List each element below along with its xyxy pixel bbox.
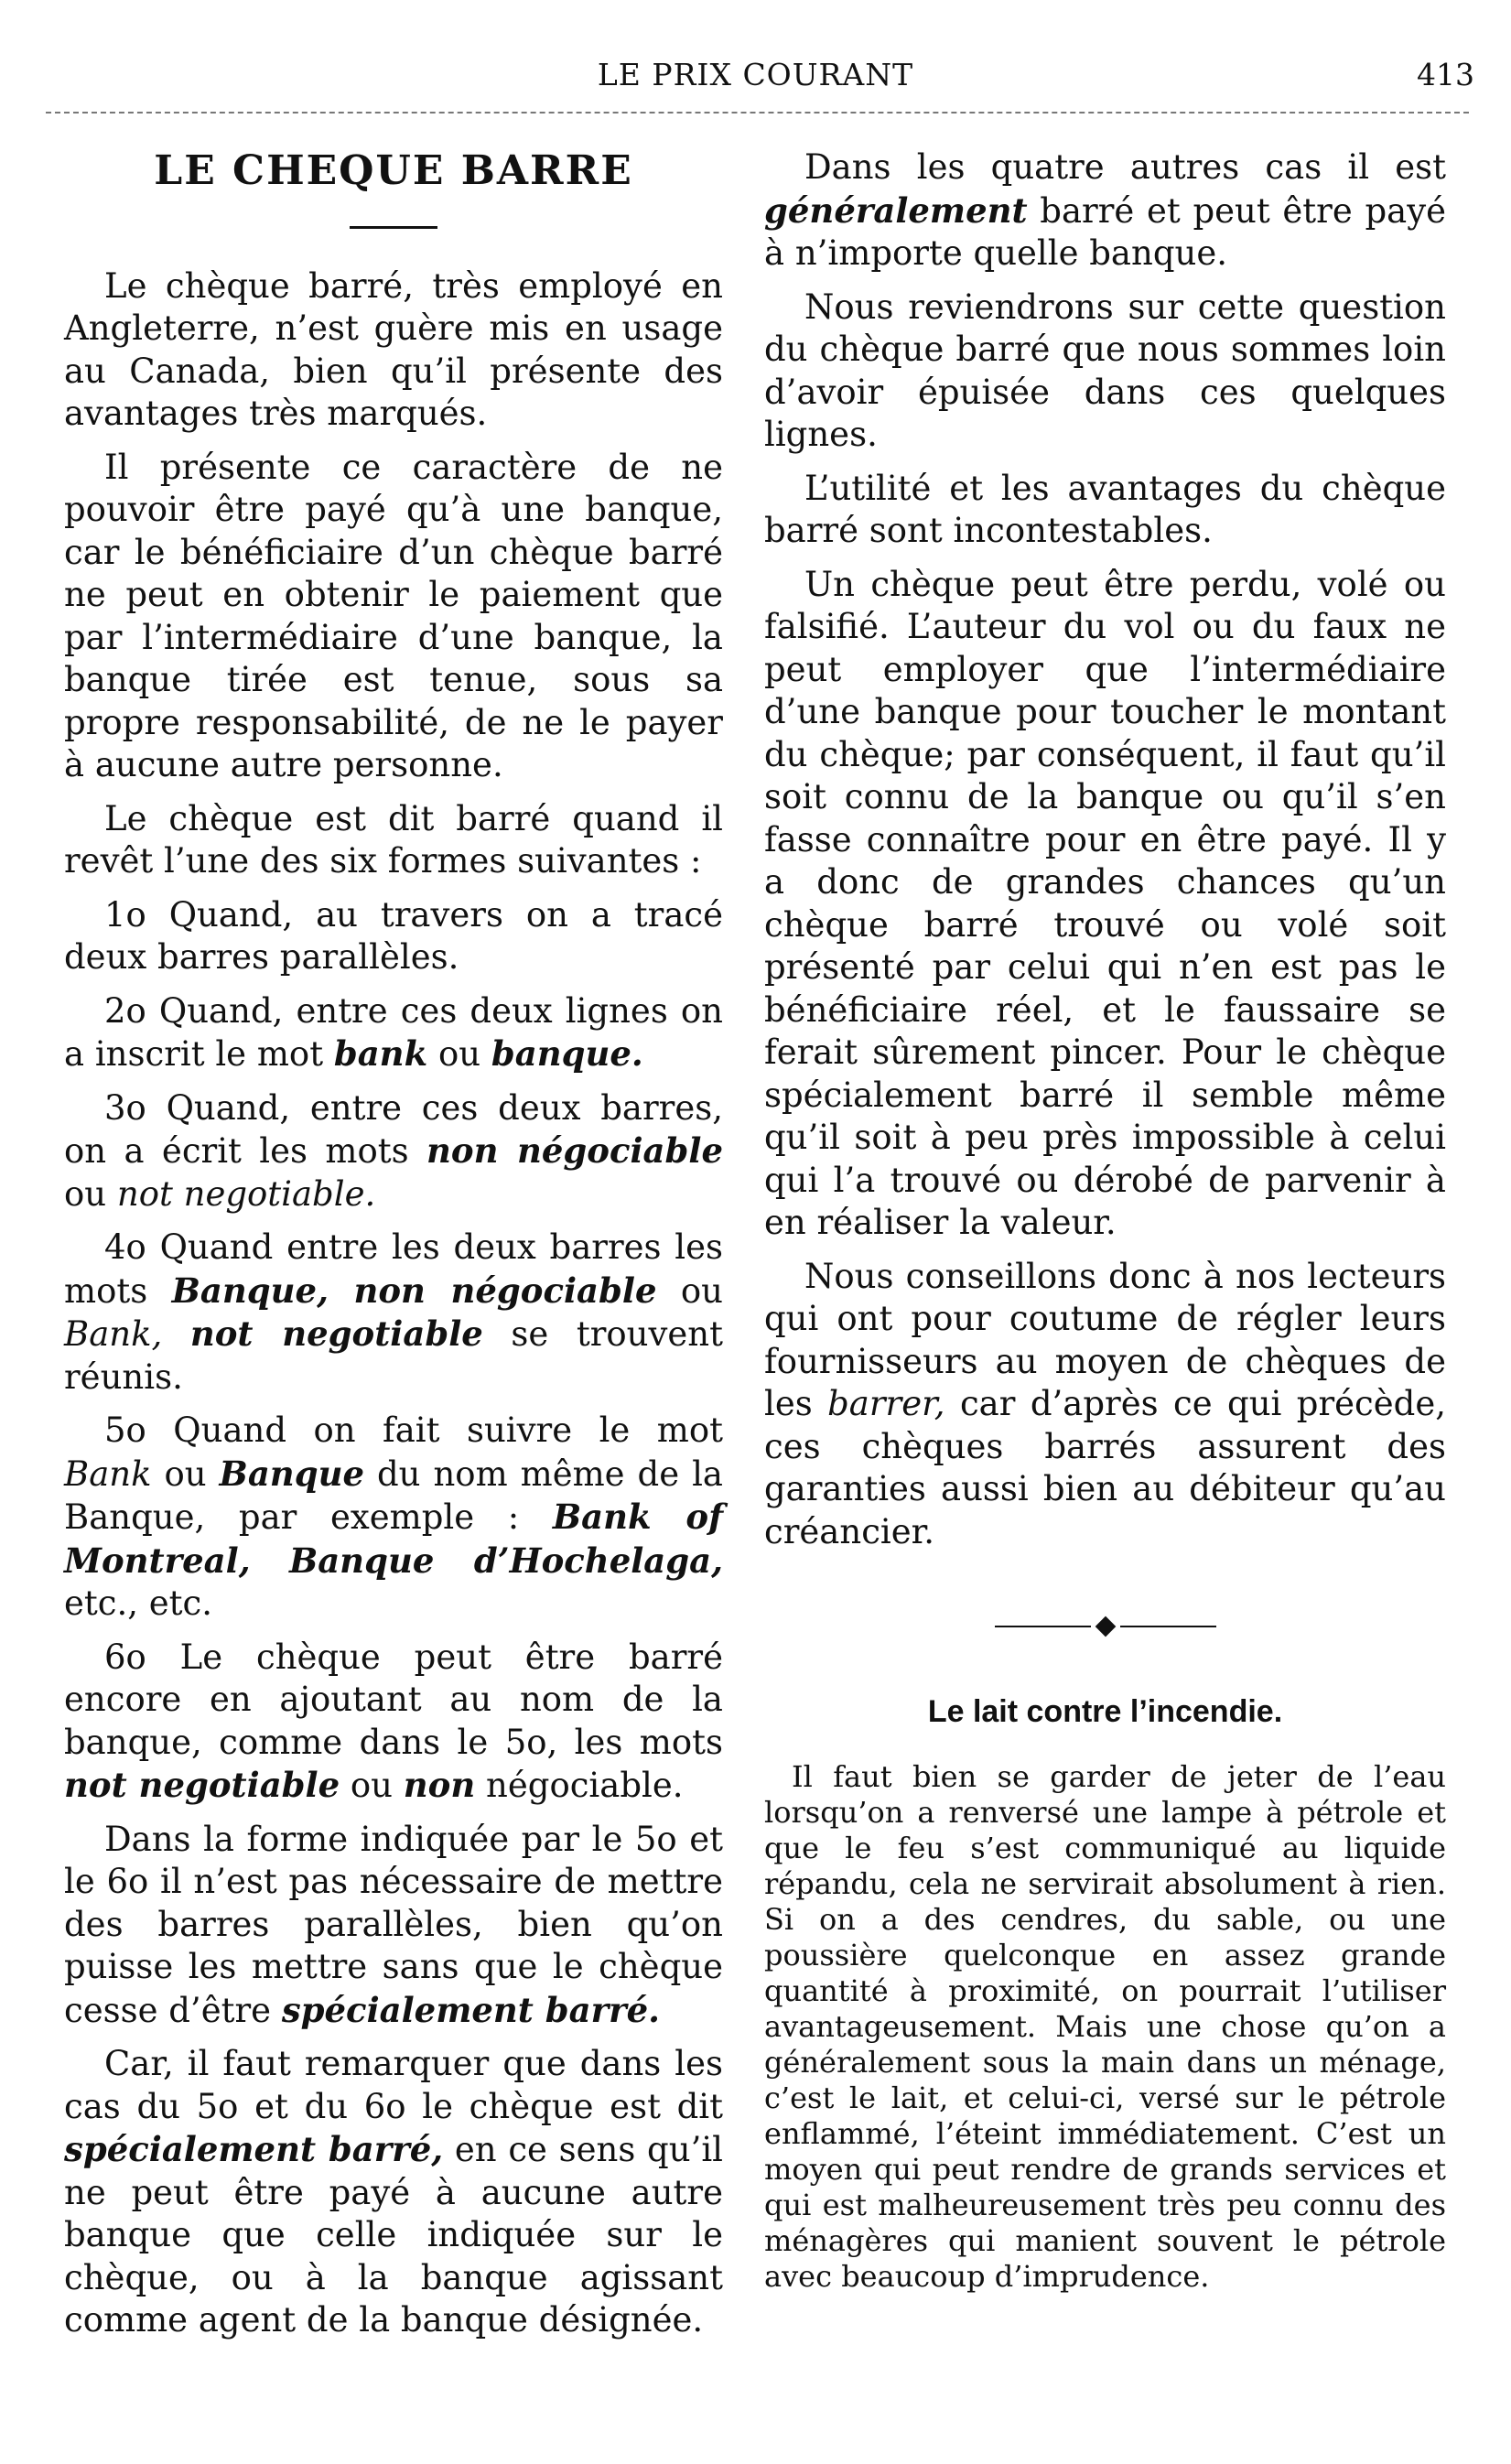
form-4: 4o Quand entre les deux barres les mots Banque, non négociable ou Bank, not negotiable se trouvent réunis. — [64, 1227, 723, 1397]
paragraph-milk: Il faut bien se garder de jeter de l’eau lorsqu’on a renversé une lampe à pétrole et que le feu s’est communiqué au liquide répandu, cela ne servirait absolument à rien. Si on a des cendres, du sable, ou une poussière quelconque en assez grande quantité à proximité, on pourrait l’utiliser avantageusement. Mais une chose qu’on a généralement sous la main dans un ménage, c’est le lait, et celui-ci, versé sur le pétrole enflammé, l’éteint immédiatement. C’est un moyen qui peut rendre de grands services et qui est malheureusement très peu connu des ménagères qui manient souvent le pétrole avec beaucoup d’imprudence. — [764, 1758, 1446, 2294]
right-column — [764, 146, 1446, 2295]
paragraph-lost-cheque: Un chèque peut être perdu, volé ou falsifié. L’auteur du vol ou du faux ne peut employer que l’intermédiaire d’une banque pour toucher le montant du chèque; par conséquent, il faut qu’il soit connu de la banque ou qu’il s’en fasse connaître pour en être payé. Il y a donc de grandes chances qu’un chèque barré trouvé ou volé soit présenté par celui qui n’en est pas le bénéficiaire réel, et le faussaire se ferait sûrement pincer. Pour le chèque spécialement barré il semble même qu’il soit à peu près impossible à celui qui l’a trouvé ou dérobé de parvenir à en réaliser la valeur. — [764, 564, 1446, 1242]
left-column — [64, 146, 723, 2353]
paragraph-intro: Le chèque barré, très employé en Angleterre, n’est guère mis en usage au Canada, bien qu’il présente des avantages très marqués. — [64, 265, 723, 433]
paragraph-advice: Nous conseillons donc à nos lecteurs qui ont pour coutume de régler leurs fournisseurs au moyen de chèques de les barrer, car d’après ce qui précède, ces chèques barrés assurent des garanties aussi bien au débiteur qu’au créancier. — [764, 1256, 1446, 1551]
paragraph-character: Il présente ce caractère de ne pouvoir être payé qu’à une banque, car le bénéficiaire d’un chèque barré ne peut en obtenir le paiement que par l’intermédiaire d’une banque, la banque tirée est tenue, sous sa propre responsabilité, de ne le payer à aucune autre personne. — [64, 447, 723, 784]
title-rule — [350, 226, 437, 229]
paragraph-special: Car, il faut remarquer que dans les cas du 5o et du 6o le chèque est dit spécialement barré, en ce sens qu’il ne peut être payé à aucune autre banque que celle indiquée sur le chèque, ou à la banque agissant comme agent de la banque désignée. — [64, 2044, 723, 2340]
paragraph-forms-intro: Le chèque est dit barré quand il revêt l’une des six formes suivantes : — [64, 798, 723, 881]
form-3: 3o Quand, entre ces deux barres, on a écrit les mots non négociable ou not negotiable. — [64, 1087, 723, 1214]
paragraph-utility: L’utilité et les avantages du chèque barré sont incontestables. — [764, 468, 1446, 550]
paragraph-form-note: Dans la forme indiquée par le 5o et le 6o il n’est pas nécessaire de mettre des barres parallèles, bien qu’on puisse les mettre sans que le chèque cesse d’être spécialement barré. — [64, 1819, 723, 2030]
form-2: 2o Quand, entre ces deux lignes on a inscrit le mot bank ou banque. — [64, 990, 723, 1074]
running-title: LE PRIX COURANT — [597, 57, 914, 92]
paragraph-general: Dans les quatre autres cas il est généralement barré et peut être payé à n’importe quelle banque. — [764, 147, 1446, 273]
article-body-milk — [764, 1759, 1446, 2295]
form-1: 1o Quand, au travers on a tracé deux barres parallèles. — [64, 894, 723, 977]
form-6: 6o Le chèque peut être barré encore en ajoutant au nom de la banque, comme dans le 5o, les mots not negotiable ou non négociable. — [64, 1637, 723, 1805]
article-title: LE CHEQUE BARRE — [154, 147, 633, 194]
header-rule — [46, 112, 1469, 113]
section-ornament — [764, 1619, 1446, 1634]
form-5: 5o Quand on fait suivre le mot Bank ou Banque du nom même de la Banque, par exemple : Bank of Montreal, Banque d’Hochelaga, etc., etc. — [64, 1410, 723, 1623]
article-subtitle: Le lait contre l’incendie. — [927, 1694, 1283, 1729]
page-number: 413 — [1417, 57, 1474, 92]
paragraph-return: Nous reviendrons sur cette question du chèque barré que nous sommes loin d’avoir épuisée dans ces quelques lignes. — [764, 286, 1446, 454]
